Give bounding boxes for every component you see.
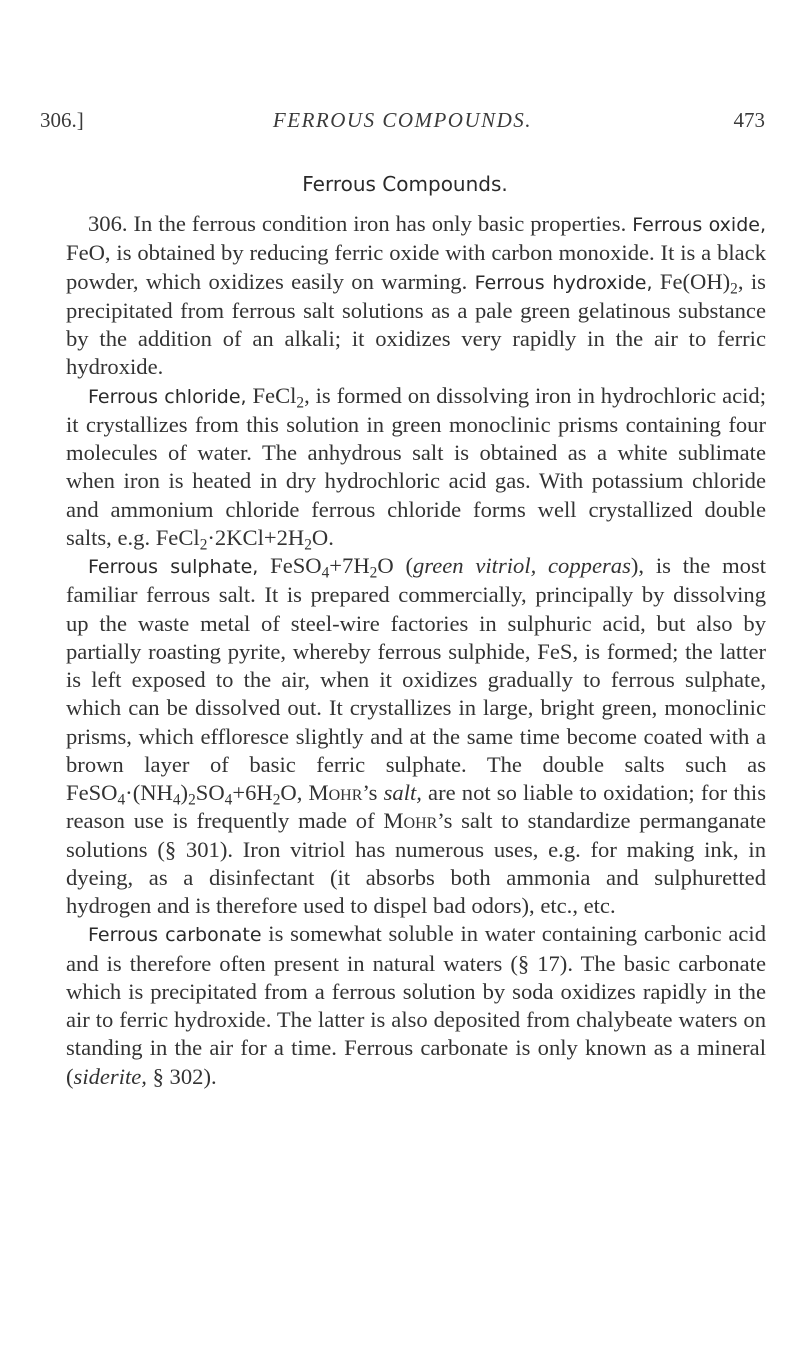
paragraph-ferrous-oxide: 306. In the ferrous condition iron has only basic properties. Ferrous oxide, FeO, is obtained by reducing ferric oxide with carbon monoxide. It is a black powder, which oxidizes easily on warming. Ferrous hydroxide, $Fe(OH)_2$, is precipitated from ferrous salt solutions as a pale green gelatinous substance by the addition of an alkali; it oxidizes very rapidly in the air to ferric hydroxide.	[66, 211, 766, 380]
term-ferrous-chloride: Ferrous chloride,	[88, 385, 247, 408]
term-ferrous-carbonate: Ferrous carbonate	[88, 924, 262, 947]
paragraph-ferrous-sulphate: Ferrous sulphate, $FeSO_4+7H_2O$ (green vitriol, copperas), is the most familiar ferrous salt. It is prepared commercially, principally by dissolving up the waste metal of steel-wire factories in sulphuric acid, but also by partially roasting pyrite, whereby ferrous sulphide, FeS, is formed; the latter is left exposed to the air, when it oxidizes gradually to ferrous sulphate, which can be dissolved out. It crystallizes in large, bright green, monoclinic prisms, which effloresce slightly and at the same time become coated with a brown layer of basic ferric sulphate. The double salts such as $FeSO_4\cdot(NH_4)_2SO_4+6H_2O$, Mohr’s salt, are not so liable to oxidation; for this reason use is frequently made of Mohr’s salt to standardize permanganate solutions (§ 301). Iron vitriol has numerous uses, e.g. for making ink, in dyeing, as a disinfectant (it absorbs both ammonia and sulphuretted hydrogen and is therefore used to dispel bad odors), etc., etc.	[66, 553, 767, 918]
paragraph-ferrous-chloride: Ferrous chloride, FeCl$_2$, is formed on dissolving iron in hydrochloric acid; it crystallizes from this solution in green monoclinic prisms containing four molecules of water. The anhydrous salt is obtained as a white sublimate when iron is heated in dry hydrochloric acid gas. With potassium chloride and ammonium chloride ferrous chloride forms well crystallized double salts, e.g. $FeCl_2\cdot 2KCl+2H_2O$.	[66, 382, 767, 554]
term-green-vitriol: green vitriol, copperas	[412, 553, 631, 578]
name-mohr: Mohr	[383, 808, 438, 834]
body-text	[66, 210, 766, 1091]
term-salt: salt,	[383, 780, 422, 805]
term-ferrous-sulphate: Ferrous sulphate,	[88, 556, 259, 578]
term-ferrous-hydroxide: Ferrous hydroxide,	[474, 271, 653, 294]
running-head	[40, 108, 765, 138]
section-heading: Ferrous Compounds.	[302, 172, 508, 196]
paragraph-ferrous-carbonate: Ferrous carbonate is somewhat soluble in water containing carbonic acid and is therefore often present in natural waters (§ 17). The basic carbonate which is precipitated from a ferrous solution by soda oxidizes rapidly in the air to ferric hydroxide. The latter is also deposited from chalybeate waters on standing in the air for a time. Ferrous carbonate is only known as a mineral (siderite, § 302).	[66, 921, 766, 1089]
term-siderite: siderite,	[73, 1063, 147, 1089]
section-number: 306.]	[40, 108, 84, 132]
page-number: 473	[733, 108, 765, 132]
running-title: FERROUS COMPOUNDS.	[272, 108, 533, 132]
term-ferrous-oxide: Ferrous oxide,	[632, 214, 766, 236]
paragraph-number: 306.	[88, 211, 128, 236]
name-mohr: Mohr	[308, 780, 363, 805]
